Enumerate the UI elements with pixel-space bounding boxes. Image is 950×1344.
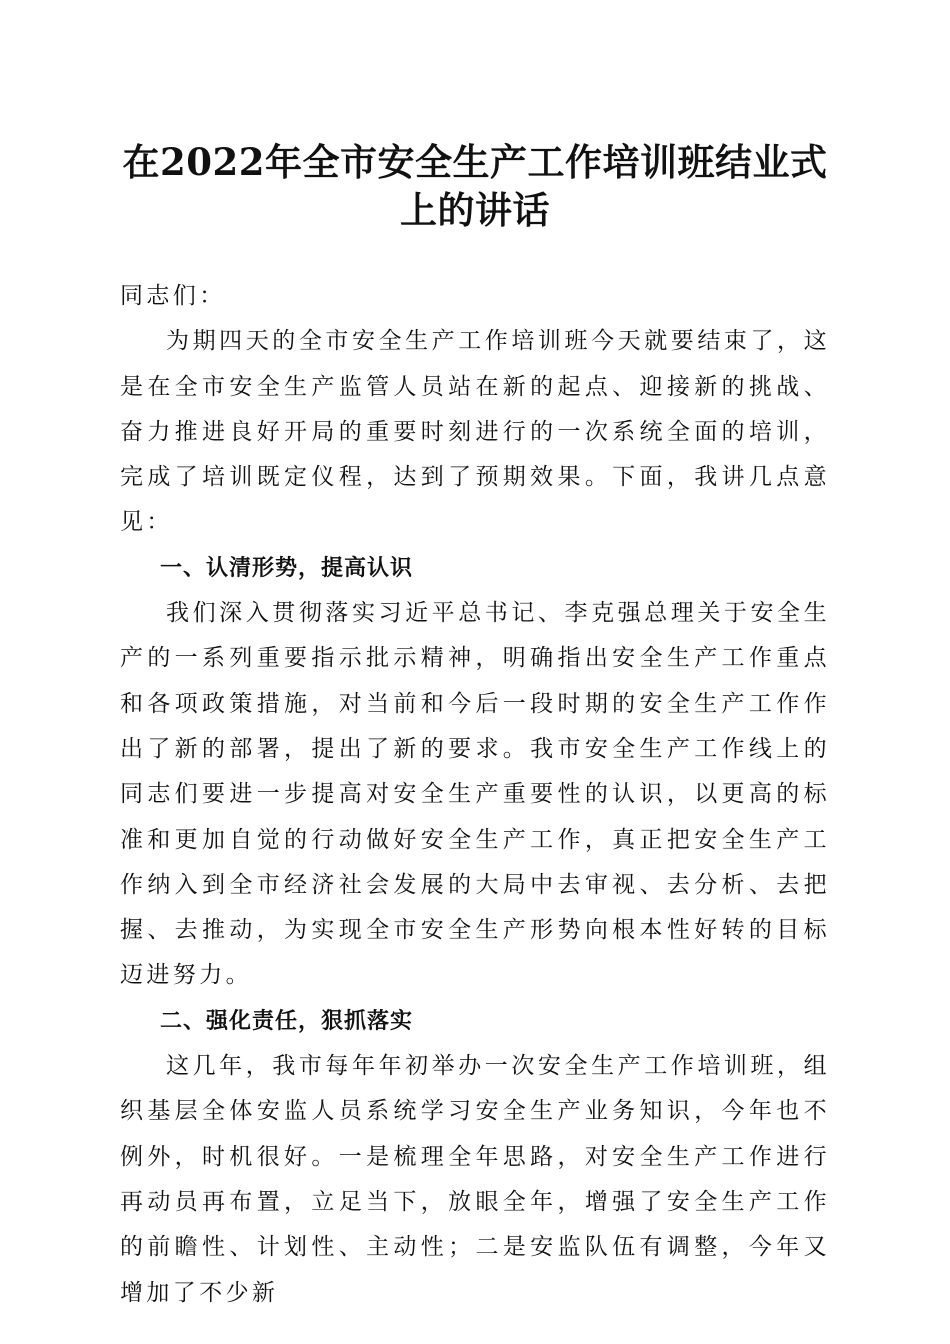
section-2-paragraph: 这几年，我市每年年初举办一次安全生产工作培训班，组织基层全体安监人员系统学习安全生产业务知识，今年也不例外，时机很好。一是梳理全年思路，对安全生产工作进行再动员再布置，立足当下，放眼全年，增强了安全生产工作的前瞻性、计划性、主动性；二是安监队伍有调整，今年又增加了不少新 [120, 1053, 830, 1306]
document-body [120, 274, 830, 1316]
document-title: 在2022年全市安全生产工作培训班结业式上的讲话 [122, 140, 828, 232]
section-1-paragraph: 我们深入贯彻落实习近平总书记、李克强总理关于安全生产的一系列重要指示批示精神，明确指出安全生产工作重点和各项政策措施，对当前和今后一段时期的安全生产工作作出了新的部署，提出了新的要求。我市安全生产工作线上的同志们要进一步提高对安全生产重要性的认识，以更高的标准和更加自觉的行动做好安全生产工作，真正把安全生产工作纳入到全市经济社会发展的大局中去审视、去分析、去把握、去推动，为实现全市安全生产形势向根本性好转的目标迈进努力。 [120, 600, 830, 989]
intro-paragraph: 为期四天的全市安全生产工作培训班今天就要结束了，这是在全市安全生产监管人员站在新的起点、迎接新的挑战、奋力推进良好开局的重要时刻进行的一次系统全面的培训，完成了培训既定仪程，达到了预期效果。下面，我讲几点意见： [120, 328, 830, 536]
section-1-heading: 一、认清形势，提高认识 [160, 555, 414, 581]
section-2-heading: 二、强化责任，狠抓落实 [160, 1008, 414, 1034]
salutation: 同志们： [120, 283, 226, 309]
